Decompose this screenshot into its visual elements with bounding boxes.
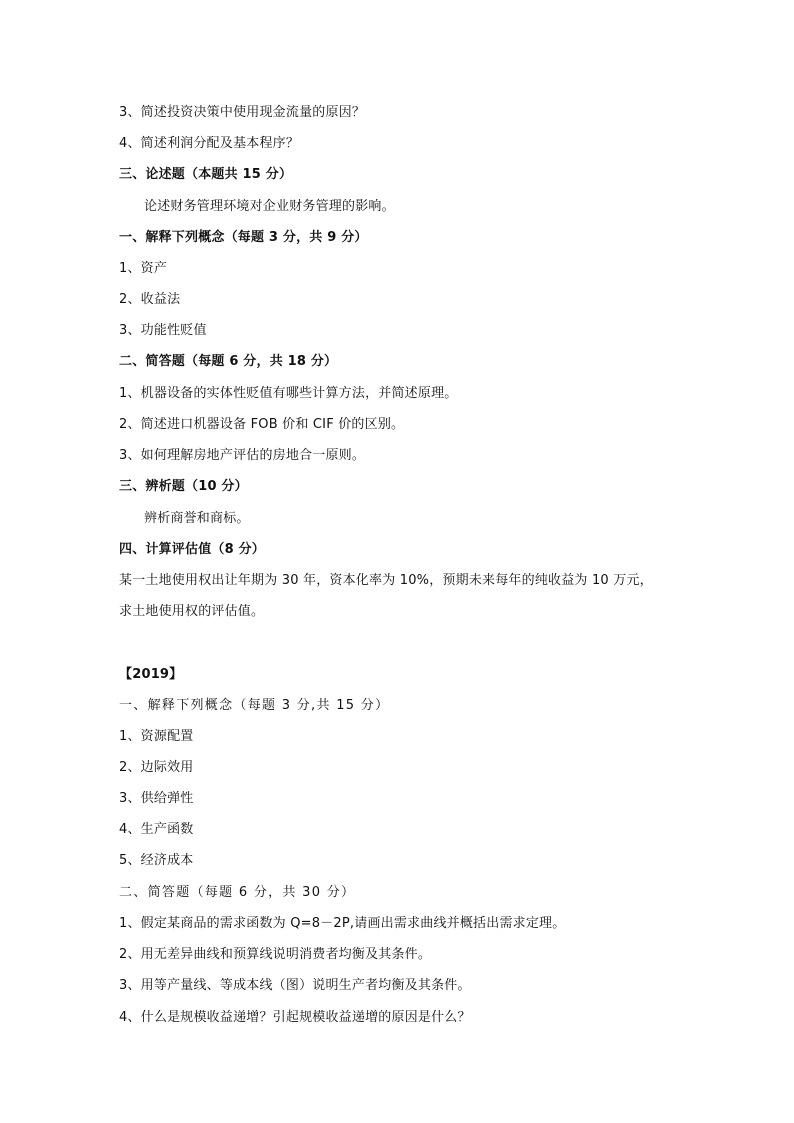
question-line: 4、简述利润分配及基本程序？: [119, 136, 300, 151]
list-item: 2、收益法: [119, 292, 181, 307]
list-item: 2、简述进口机器设备 FOB 价和 CIF 价的区别。: [119, 417, 405, 432]
list-item: 4、什么是规模收益递增？引起规模收益递增的原因是什么？: [119, 1010, 471, 1025]
list-item: 1、机器设备的实体性贬值有哪些计算方法，并简述原理。: [119, 386, 458, 401]
section-heading: 一、解释下列概念（每题 3 分,共 15 分）: [119, 698, 390, 713]
year-tag: 【2019】: [119, 667, 183, 682]
list-item: 2、用无差异曲线和预算线说明消费者均衡及其条件。: [119, 947, 432, 962]
essay-question: 论述财务管理环境对企业财务管理的影响。: [144, 199, 395, 214]
section-heading: 三、论述题（本题共 15 分）: [119, 167, 293, 182]
section-heading: 三、辨析题（10 分）: [119, 479, 248, 494]
list-item: 1、假定某商品的需求函数为 Q=8－2P,请画出需求曲线并概括出需求定理。: [119, 916, 566, 931]
section-heading: 二、简答题（每题 6 分，共 18 分）: [119, 354, 338, 369]
question-line: 3、简述投资决策中使用现金流量的原因？: [119, 105, 366, 120]
list-item: 1、资源配置: [119, 729, 194, 744]
paragraph-line: 某一土地使用权出让年期为 30 年，资本化率为 10%，预期未来每年的纯收益为 10 万元，: [119, 573, 653, 588]
list-item: 2、边际效用: [119, 760, 194, 775]
section-heading: 二、简答题（每题 6 分，共 30 分）: [119, 885, 356, 900]
list-item: 3、用等产量线、等成本线（图）说明生产者均衡及其条件。: [119, 978, 471, 993]
section-heading: 四、计算评估值（8 分）: [119, 542, 265, 557]
list-item: 3、供给弹性: [119, 791, 194, 806]
section-heading: 一、解释下列概念（每题 3 分，共 9 分）: [119, 230, 368, 245]
essay-question: 辨析商誉和商标。: [144, 511, 250, 526]
list-item: 1、资产: [119, 261, 168, 276]
list-item: 3、功能性贬值: [119, 323, 207, 338]
list-item: 5、经济成本: [119, 853, 194, 868]
list-item: 3、如何理解房地产评估的房地合一原则。: [119, 448, 366, 463]
paragraph-line: 求土地使用权的评估值。: [119, 604, 265, 619]
list-item: 4、生产函数: [119, 822, 194, 837]
